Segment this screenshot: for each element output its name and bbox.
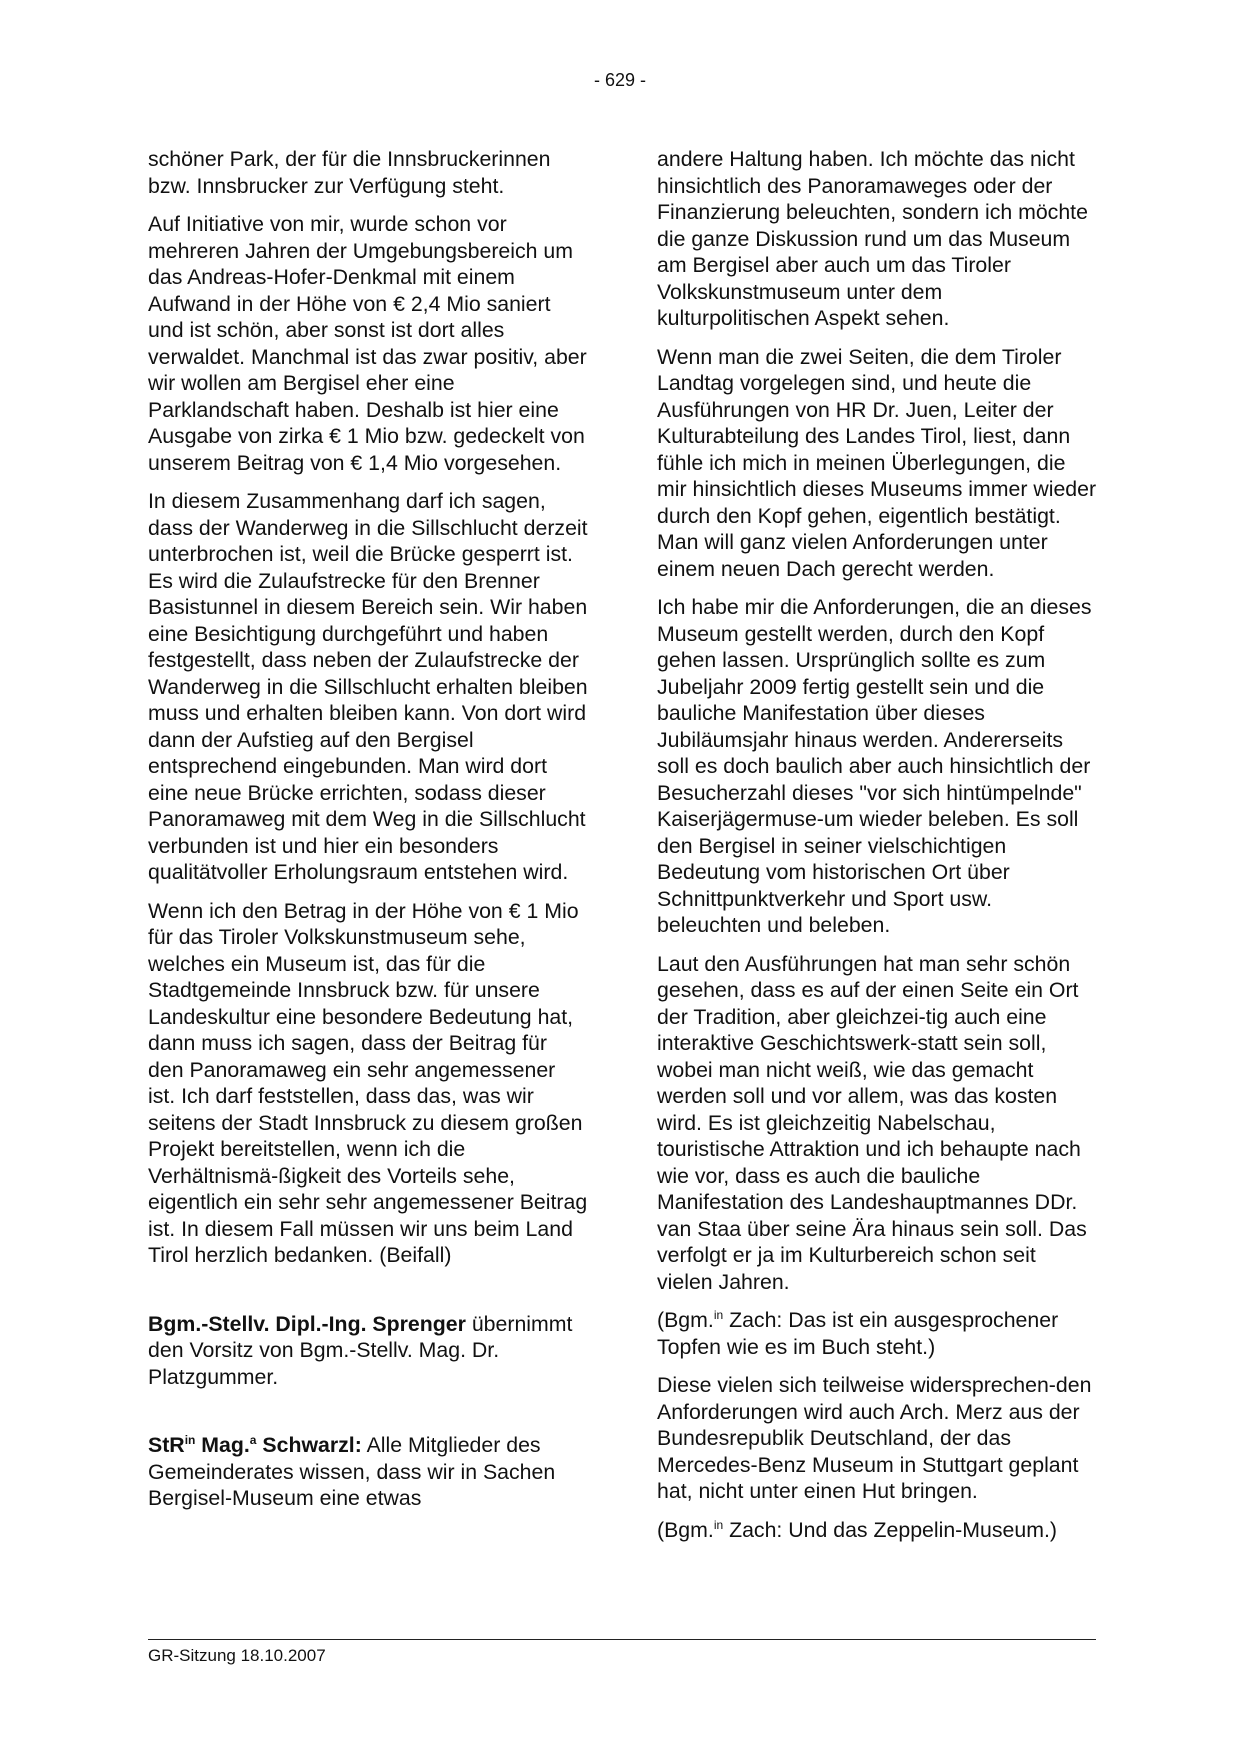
right-column <box>657 146 1097 1555</box>
paragraph: Auf Initiative von mir, wurde schon vor mehreren Jahren der Umgebungsbereich um das Andreas-Hofer-Denkmal mit einem Aufwand in der Höhe von € 2,4 Mio saniert und ist schön, aber sonst ist dort alles verwaldet. Manchmal ist das zwar positiv, aber wir wollen am Bergisel eher eine Parklandschaft haben. Deshalb ist hier eine Ausgabe von zirka € 1 Mio bzw. gedeckelt von unserem Beitrag von € 1,4 Mio vorgesehen. <box>148 212 587 475</box>
page-number: - 629 - <box>593 70 647 90</box>
paragraph: schöner Park, der für die Innsbruckerinnen bzw. Innsbrucker zur Verfügung steht. <box>148 147 551 198</box>
speaker-title: StR$^{in}$ Mag.$^a$ Schwarzl: <box>148 1433 362 1457</box>
paragraph: Wenn man die zwei Seiten, die dem Tiroler Landtag vorgelegen sind, und heute die Ausführungen von HR Dr. Juen, Leiter der Kulturabteilung des Landes Tirol, liest, dann fühle ich mich in meinen Überlegungen, die mir hinsichtlich dieses Museums immer wieder durch den Kopf gehen, eigentlich bestätigt. Man will ganz vielen Anforderungen unter einem neuen Dach gerecht werden. <box>657 344 1097 581</box>
paragraph: andere Haltung haben. Ich möchte das nicht hinsichtlich des Panoramaweges oder der Finanzierung beleuchten, sondern ich möchte die ganze Diskussion rund um das Museum am Bergisel aber auch um das Tiroler Volkskunstmuseum unter dem kulturpolitischen Aspekt sehen. <box>657 147 1088 330</box>
footer-divider <box>148 1639 1096 1640</box>
footer-session-date: GR-Sitzung 18.10.2007 <box>148 1646 326 1665</box>
speaker-paragraph <box>148 1432 588 1512</box>
chair-change-text: übernimmt den Vorsitz von Bgm.-Stellv. Mag. Dr. Platzgummer. <box>148 1311 573 1389</box>
paragraph: In diesem Zusammenhang darf ich sagen, dass der Wanderweg in die Sillschlucht derzeit unterbrochen ist, weil die Brücke gesperrt ist. Es wird die Zulaufstrecke für den Brenner Basistunnel in diesem Bereich sein. Wir haben eine Besichtigung durchgeführt und haben festgestellt, dass neben der Zulaufstrecke der Wanderweg in die Sillschlucht erhalten bleiben muss und erhalten bleiben kann. Von dort wird dann der Aufstieg auf den Bergisel entsprechend eingebunden. Man wird dort eine neue Brücke errichten, sodass dieser Panoramaweg mit dem Weg in die Sillschlucht verbunden ist und hier ein besonders qualitätvoller Erholungsraum entstehen wird. <box>148 489 588 884</box>
paragraph: Diese vielen sich teilweise widersprechen-den Anforderungen wird auch Arch. Merz aus der Bundesrepublik Deutschland, der das Mercedes-Benz Museum in Stuttgart geplant hat, nicht unter einen Hut bringen. <box>657 1373 1092 1503</box>
chair-change-note <box>148 1311 588 1391</box>
interjection: (Bgm.$^{in}$ Zach: Das ist ein ausgesprochener Topfen wie es im Buch steht.) <box>657 1308 1059 1359</box>
speaker-name: Bgm.-Stellv. Dipl.-Ing. Sprenger <box>148 1311 466 1336</box>
interjection: (Bgm.$^{in}$ Zach: Und das Zeppelin-Museum.) <box>657 1517 1057 1542</box>
left-column <box>148 146 588 1524</box>
paragraph: Laut den Ausführungen hat man sehr schön gesehen, dass es auf der einen Seite ein Ort der Tradition, aber gleichzei-tig auch eine interaktive Geschichtswerk-statt sein soll, wobei man nicht weiß, wie das gemacht werden soll und vor allem, was das kosten wird. Es ist gleichzeitig Nabelschau, touristische Attraktion und ich behaupte nach wie vor, dass es auch die bauliche Manifestation des Landeshauptmannes DDr. van Staa über seine Ära hinaus sein soll. Das verfolgt er ja im Kulturbereich schon seit vielen Jahren. <box>657 951 1087 1294</box>
paragraph: Wenn ich den Betrag in der Höhe von € 1 Mio für das Tiroler Volkskunstmuseum sehe, welches ein Museum ist, das für die Stadtgemeinde Innsbruck bzw. für unsere Landeskultur eine besondere Bedeutung hat, dann muss ich sagen, dass der Beitrag für den Panoramaweg ein sehr angemessener ist. Ich darf feststellen, dass das, was wir seitens der Stadt Innsbruck zu diesem großen Projekt bereitstellen, wenn ich die Verhältnismä-ßigkeit des Vorteils sehe, eigentlich ein sehr sehr angemessener Beitrag ist. In diesem Fall müssen wir uns beim Land Tirol herzlich bedanken. (Beifall) <box>148 898 588 1267</box>
paragraph: Ich habe mir die Anforderungen, die an dieses Museum gestellt werden, durch den Kopf gehen lassen. Ursprünglich sollte es zum Jubeljahr 2009 fertig gestellt sein und die bauliche Manifestation über dieses Jubiläumsjahr hinaus werden. Andererseits soll es doch baulich aber auch hinsichtlich der Besucherzahl dieses "vor sich hintümpelnde" Kaiserjägermuse-um wieder beleben. Es soll den Bergisel in seiner vielschichtigen Bedeutung vom historischen Ort über Schnittpunktverkehr und Sport usw. beleuchten und beleben. <box>657 595 1092 937</box>
speaker-text: Alle Mitglieder des Gemeinderates wissen, dass wir in Sachen Bergisel-Museum eine etwas <box>148 1433 556 1510</box>
